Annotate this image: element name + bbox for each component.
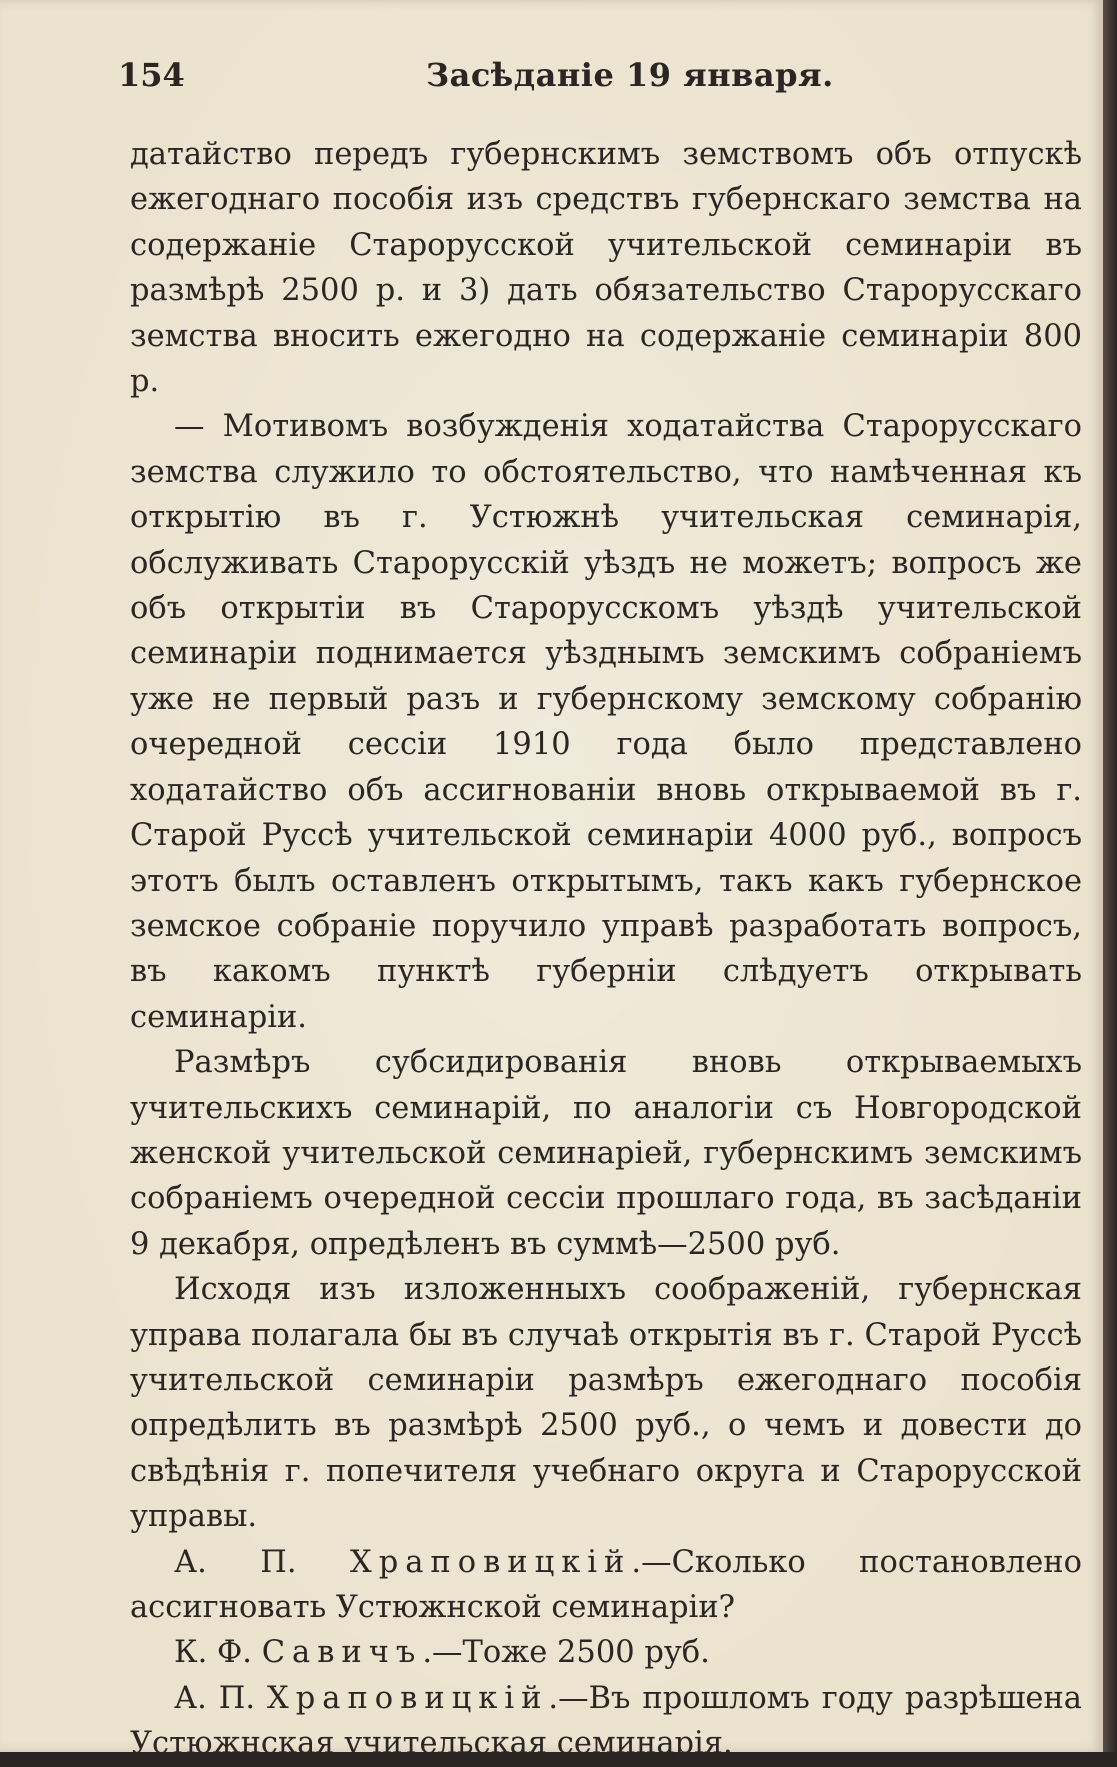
- speaker-name: Храповицкій: [350, 1544, 632, 1580]
- dialogue-line: [130, 1540, 1082, 1631]
- paragraph-proposal: Исходя изъ изложенныхъ соображеній, губернская управа полагала бы въ случаѣ открытія въ г. Старой Руссѣ учительской семинаріи размѣръ ежегоднаго пособія опредѣлить въ размѣрѣ 2500 руб., о чемъ и довести до свѣдѣнія г. попечителя учебнаго округа и Старорусской управы.: [130, 1272, 1082, 1535]
- page-edge-shadow: [1103, 0, 1117, 1752]
- dialogue-line: [130, 1676, 1082, 1767]
- page-number: 154: [118, 56, 185, 94]
- speaker-name: Савичъ: [261, 1635, 423, 1671]
- running-title: Засѣданіе 19 января.: [426, 56, 834, 94]
- paragraph-continuation: датайство передъ губернскимъ земствомъ объ отпускѣ ежегоднаго пособія изъ средствъ губернскаго земства на содержаніе Старорусской учительской семинаріи въ размѣрѣ 2500 р. и 3) дать обязательство Старорусскаго земства вносить ежегодно на содержаніе семинаріи 800 р.: [130, 137, 1082, 400]
- page-header: [118, 56, 1090, 102]
- paragraph-subsidy-size: Размѣръ субсидированія вновь открываемыхъ учительскихъ семинарій, по аналогіи съ Новгородской женской учительской семинаріей, губернскимъ земскимъ собраніемъ очередной сессіи прошлаго года, въ засѣданіи 9 декабря, опредѣленъ въ суммѣ—2500 руб.: [130, 1045, 1082, 1262]
- dialogue-text: .—Тоже 2500 руб.: [422, 1635, 710, 1671]
- speaker-initials: К. Ф.: [174, 1635, 253, 1671]
- dialogue-text: .—Сколько постановлено ассигновать Устюжнской семинаріи?: [130, 1544, 1082, 1625]
- paragraph-motive: — Мотивомъ возбужденія ходатайства Старорусскаго земства служило то обстоятельство, что намѣченная къ открытію въ г. Устюжнѣ учительская семинарія, обслуживать Старорусскій уѣздъ не можетъ; вопросъ же объ открытіи въ Старорусскомъ уѣздѣ учительской семинаріи поднимается уѣзднымъ земскимъ собраніемъ уже не первый разъ и губернскому земскому собранію очередной сессіи 1910 года было представлено ходатайство объ ассигнованіи вновь открываемой въ г. Старой Руссѣ учительской семинаріи 4000 руб., вопросъ этотъ былъ оставленъ открытымъ, такъ какъ губернское земское собраніе поручило управѣ разработать вопросъ, въ какомъ пунктѣ губерніи слѣдуетъ открывать семинаріи.: [130, 409, 1082, 1035]
- dialogue-line: [130, 1630, 1082, 1675]
- speaker-name: Храповицкій: [267, 1680, 549, 1716]
- speaker-initials: А. П.: [174, 1680, 256, 1716]
- body-text: [130, 132, 1082, 1767]
- speaker-initials: А. П.: [174, 1544, 297, 1580]
- dialogue-text: .—Въ прошломъ году разрѣшена Устюжнская учительская семинарія.: [130, 1680, 1082, 1762]
